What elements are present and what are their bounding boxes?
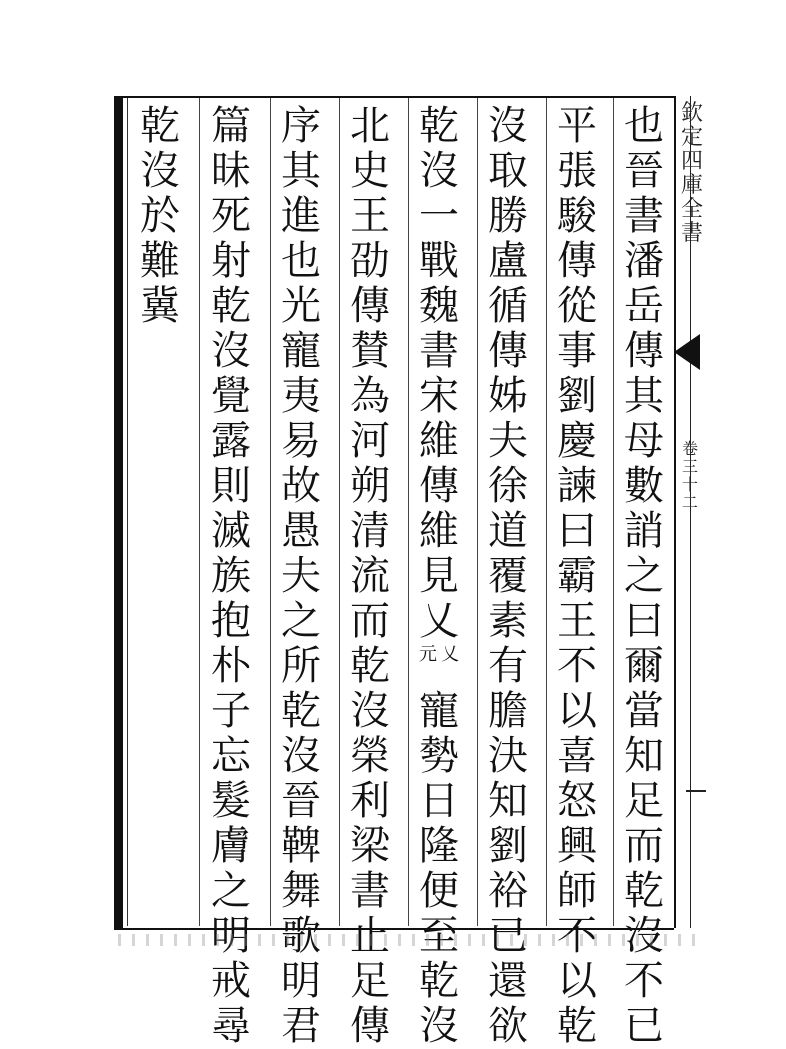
- volume-label: 卷三十二: [681, 439, 698, 512]
- column-4-main-text-cont: 寵勢日隆便至乾沒: [419, 688, 459, 1049]
- text-column-5: 北史王劭傳賛為河朔清流而乾沒榮利梁書止足傳: [350, 103, 390, 1049]
- text-column-3: 沒取勝盧循傳姊夫徐道覆素有膽決知劉裕已還欲: [488, 103, 528, 1049]
- column-4-main-text: 乾沒一戰魏書宋維傳維見乂: [419, 103, 459, 644]
- column-rule: [546, 98, 547, 926]
- bottom-print-specks: [118, 934, 698, 946]
- column-rule: [270, 98, 271, 926]
- text-column-2: 平張駿傳從事劉慶諫曰霸王不以喜怒興師不以乾: [557, 103, 597, 1049]
- column-rule: [477, 98, 478, 926]
- column-rule: [339, 98, 340, 926]
- text-column-6: 序其進也光寵夷易故愚夫之所乾沒晉鞞舞歌明君: [281, 103, 321, 1049]
- column-rule: [408, 98, 409, 926]
- fishtail-mark: [674, 334, 700, 370]
- text-column-1: 也晉書潘岳傳其母數誚之曰爾當知足而乾沒不已: [624, 103, 664, 1049]
- text-column-8: 乾沒於難冀: [140, 103, 180, 329]
- interlinear-note-right: 元: [419, 644, 437, 665]
- column-rule: [199, 98, 200, 926]
- book-title: 欽定四庫全書: [680, 101, 703, 246]
- text-column-4: [415, 104, 463, 1049]
- edge-mark-line: [686, 790, 706, 792]
- column-rule: [613, 98, 614, 926]
- interlinear-note-left: 乂: [441, 644, 459, 665]
- text-column-7: 篇昧死射乾沒覺露則滅族抱朴子忘髮膚之明戒尋: [211, 103, 251, 1049]
